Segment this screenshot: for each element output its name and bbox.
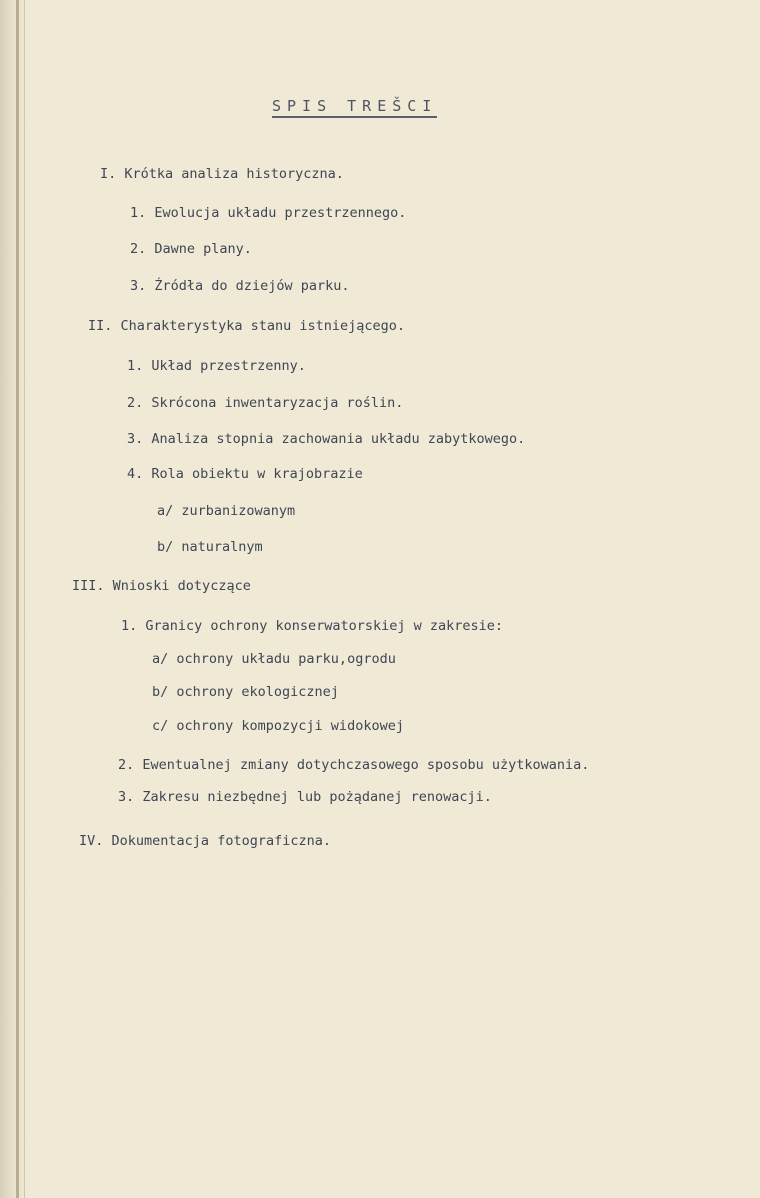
section-title: Wnioski dotyczące <box>112 578 251 594</box>
toc-item <box>121 618 503 634</box>
toc-item <box>127 395 403 411</box>
toc-subitem: c/ ochrony kompozycji widokowej <box>152 718 404 734</box>
section-number: II. <box>88 318 113 334</box>
binding-edge-inner <box>24 0 25 1198</box>
item-text: Rola obiektu w krajobrazie <box>151 466 363 482</box>
toc-item <box>130 241 252 257</box>
item-text: Układ przestrzenny. <box>151 358 306 374</box>
item-text: Analiza stopnia zachowania układu zabytkowego. <box>151 431 526 447</box>
toc-item <box>130 278 349 294</box>
item-number: 1. <box>127 358 144 374</box>
toc-item <box>118 789 492 805</box>
item-text: Zakresu niezbędnej lub pożądanej renowacji. <box>142 789 492 805</box>
toc-item <box>118 757 589 773</box>
toc-section-iv <box>79 833 331 849</box>
page-title: SPIS TREŠCI <box>272 97 437 118</box>
section-number: I. <box>100 166 117 182</box>
section-title: Dokumentacja fotograficzna. <box>111 833 331 849</box>
toc-subitem: b/ naturalnym <box>157 539 263 555</box>
toc-item <box>130 205 406 221</box>
item-number: 4. <box>127 466 144 482</box>
item-number: 2. <box>130 241 147 257</box>
item-number: 1. <box>121 618 138 634</box>
section-title: Krótka analiza historyczna. <box>124 166 344 182</box>
item-text: Ewolucja układu przestrzennego. <box>154 205 407 221</box>
item-number: 3. <box>118 789 135 805</box>
toc-subitem: a/ ochrony układu parku,ogrodu <box>152 651 396 667</box>
item-text: Dawne plany. <box>154 241 252 257</box>
section-number: IV. <box>79 833 104 849</box>
item-number: 2. <box>118 757 135 773</box>
section-number: III. <box>72 578 105 594</box>
toc-subitem: b/ ochrony ekologicznej <box>152 684 339 700</box>
binding-edge <box>16 0 19 1198</box>
item-number: 3. <box>130 278 147 294</box>
toc-section-ii <box>88 318 405 334</box>
item-number: 1. <box>130 205 147 221</box>
section-title: Charakterystyka stanu istniejącego. <box>120 318 406 334</box>
toc-subitem: a/ zurbanizowanym <box>157 503 296 519</box>
item-text: Ewentualnej zmiany dotychczasowego sposobu użytkowania. <box>142 757 590 773</box>
toc-section-i <box>100 166 344 182</box>
toc-section-iii <box>72 578 251 594</box>
item-number: 3. <box>127 431 144 447</box>
toc-item <box>127 466 363 482</box>
item-text: Źródła do dziejów parku. <box>154 278 350 294</box>
item-number: 2. <box>127 395 144 411</box>
toc-item <box>127 431 525 447</box>
item-text: Skrócona inwentaryzacja roślin. <box>151 395 404 411</box>
toc-item <box>127 358 306 374</box>
item-text: Granicy ochrony konserwatorskiej w zakresie: <box>145 618 504 634</box>
